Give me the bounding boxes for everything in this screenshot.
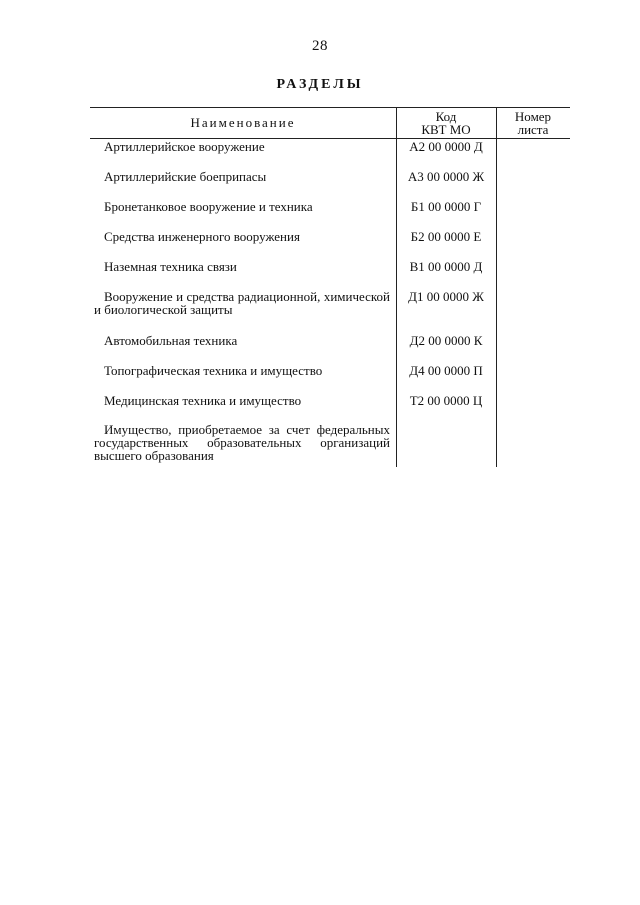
row-code: Д1 00 0000 Ж bbox=[408, 289, 484, 304]
row-name: Бронетанковое вооружение и техника bbox=[104, 199, 313, 214]
row-code: Т2 00 0000 Ц bbox=[409, 393, 483, 408]
header-code bbox=[396, 110, 496, 136]
row-name: Автомобильная техника bbox=[104, 333, 238, 348]
header-code-line1: Код bbox=[435, 109, 457, 124]
row-name: Артиллерийские боеприпасы bbox=[104, 169, 267, 184]
row-code: Д2 00 0000 К bbox=[409, 333, 483, 348]
header-code-line2: КВТ МО bbox=[421, 122, 471, 137]
row-name: Средства инженерного вооружения bbox=[104, 229, 300, 244]
row-name: Имущество, приобретаемое за счет федеральных государственных образовательных организаций высшего образования bbox=[94, 422, 390, 463]
row-code: А2 00 0000 Д bbox=[409, 139, 483, 154]
header-sheet-line2: листа bbox=[517, 122, 549, 137]
row-code: Д4 00 0000 П bbox=[409, 363, 483, 378]
row-code: Б2 00 0000 Е bbox=[410, 229, 482, 244]
table-top-rule bbox=[90, 107, 570, 108]
column-divider-code-sheet bbox=[496, 107, 497, 467]
row-code: А3 00 0000 Ж bbox=[407, 169, 485, 184]
header-name: Наименование bbox=[190, 115, 296, 130]
header-sheet-line1: Номер bbox=[514, 109, 552, 124]
row-code: Б1 00 0000 Г bbox=[410, 199, 482, 214]
row-code: В1 00 0000 Д bbox=[409, 259, 483, 274]
header-sheet-number bbox=[496, 110, 570, 136]
row-name: Наземная техника связи bbox=[104, 259, 237, 274]
row-name: Топографическая техника и имущество bbox=[104, 363, 323, 378]
section-title: РАЗДЕЛЫ bbox=[276, 77, 364, 92]
page-number: 28 bbox=[312, 38, 328, 54]
row-name: Артиллерийское вооружение bbox=[104, 139, 265, 154]
sections-table bbox=[90, 107, 570, 469]
row-name: Вооружение и средства радиационной, химической и биологической защиты bbox=[94, 289, 390, 317]
row-name: Медицинская техника и имущество bbox=[104, 393, 302, 408]
column-divider-name-code bbox=[396, 107, 397, 467]
